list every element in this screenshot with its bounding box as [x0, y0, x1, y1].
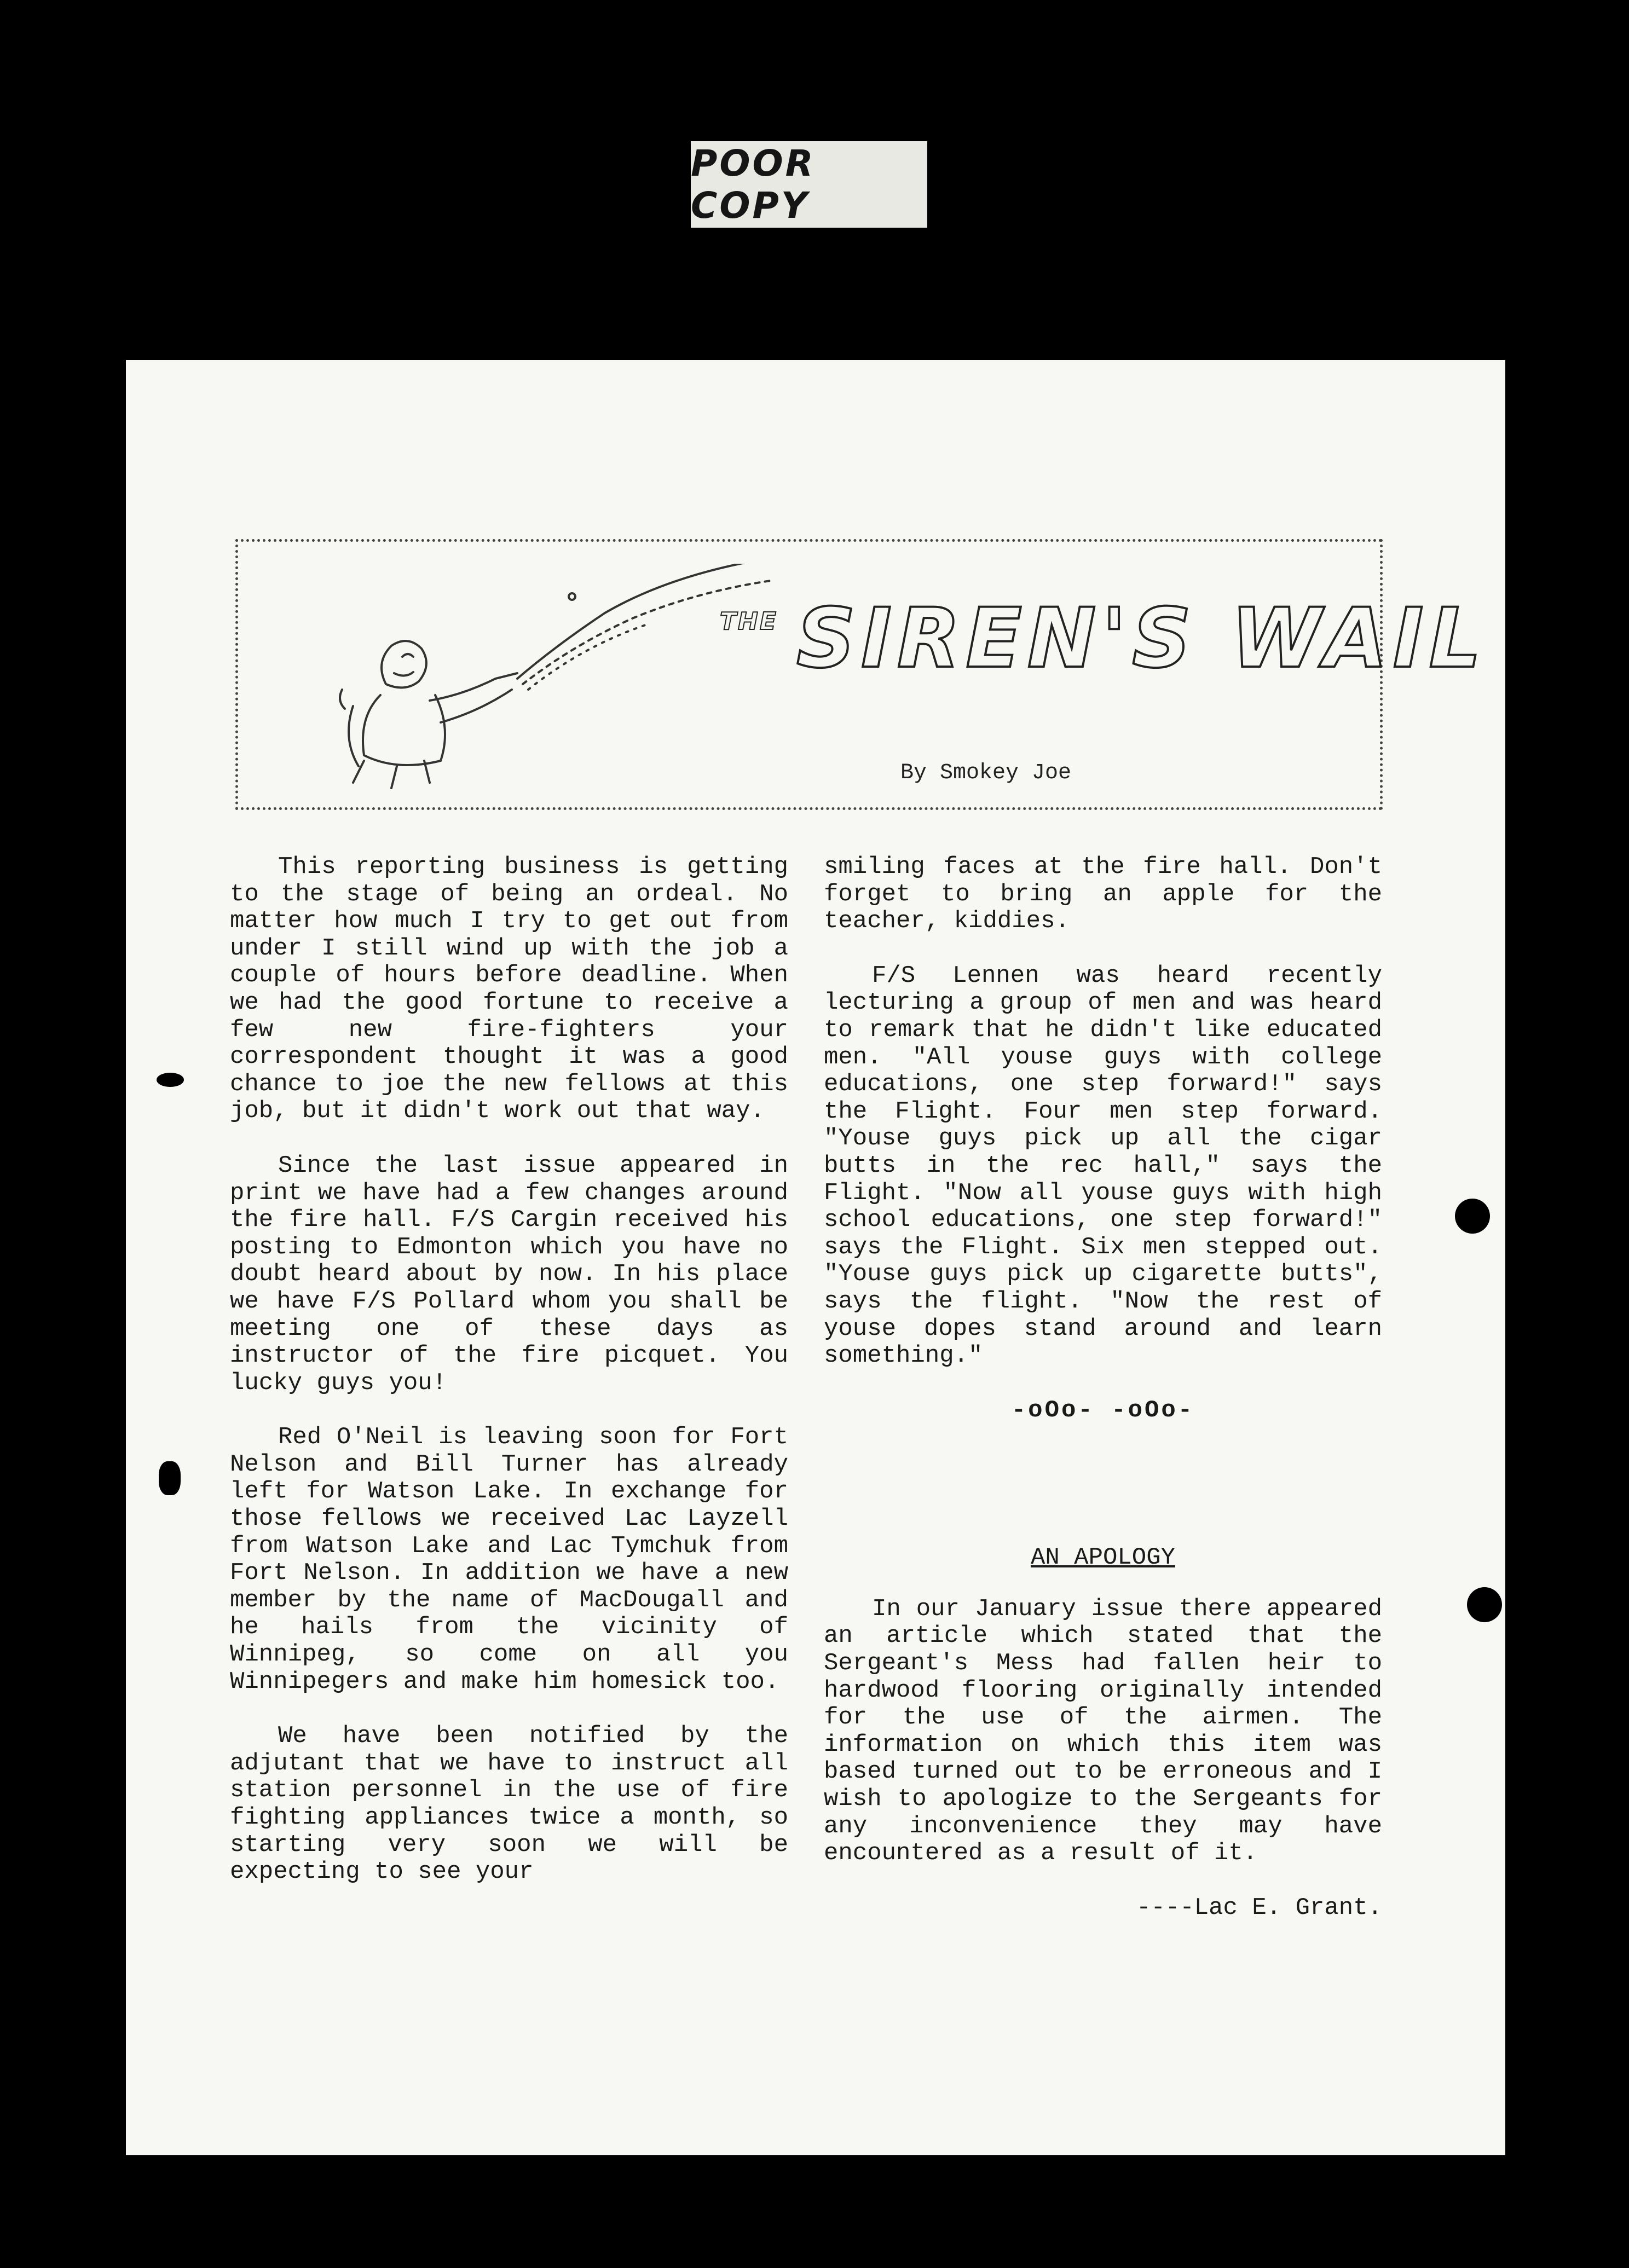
apology-heading: AN APOLOGY — [1030, 1544, 1176, 1572]
left-column — [230, 854, 788, 1913]
paragraph: smiling faces at the fire hall. Don't forget to bring an apple for the teacher, kiddies. — [824, 853, 1382, 935]
stray-mark — [159, 1461, 181, 1495]
masthead-title: SIREN'S WAIL — [796, 591, 1487, 686]
paragraph: We have been notified by the adjutant that we have to instruct all station personnel in the use of fire fighting appliances twice a month, so starting very soon we will be expecting to see your — [230, 1722, 788, 1886]
paragraph: Red O'Neil is leaving soon for Fort Nelson and Bill Turner has already left for Watson Lake. In exchange for those fellows we received Lac Layzell from Watson Lake and Lac Tymchuk from Fort Nelson. In addition we have a new member by the name of MacDougall and he hails from the vicinity of Winnipeg, so come on all you Winnipegers and make him homesick too. — [230, 1424, 788, 1696]
poor-copy-text: POOR COPY — [691, 142, 816, 227]
apology-signature: ----Lac E. Grant. — [1136, 1894, 1382, 1922]
masthead-the: THE — [720, 608, 778, 635]
punch-hole — [1467, 1587, 1502, 1622]
right-column — [824, 854, 1382, 1922]
section-divider: -oOo- -oOo- — [1011, 1396, 1195, 1424]
paragraph: Since the last issue appeared in print we have had a few changes around the fire hall. F/S Cargin received his posting to Edmonton which you have no doubt heard about by now. In his place we have F/S Pollard whom you shall be meeting one of these days as instructor of the fire picquet. You lucky guys you! — [230, 1152, 788, 1397]
punch-hole — [1455, 1199, 1490, 1234]
stray-mark — [157, 1073, 184, 1087]
firefighter-cartoon-icon — [320, 564, 813, 794]
apology-body: In our January issue there appeared an article which stated that the Sergeant's Mess had fallen heir to hardwood flooring originally intended for the use of the airmen. The information on which this item was based turned out to be erroneous and I wish to apologize to the Sergeants for any inconvenience they may have encountered as a result of it. — [824, 1595, 1382, 1867]
byline: By Smokey Joe — [900, 761, 1072, 785]
poor-copy-label — [691, 141, 927, 228]
paragraph: This reporting business is getting to the stage of being an ordeal. No matter how much I try to get out from under I still wind up with the job a couple of hours before deadline. When we had the good fortune to receive a few new fire-fighters your correspondent thought it was a good chance to joe the new fellows at this job, but it didn't work out that way. — [230, 853, 788, 1125]
paragraph: F/S Lennen was heard recently lecturing a group of men and was heard to remark that he didn't like educated men. "All youse guys with college educations, one step forward!" says the Flight. Four men step forward. "Youse guys pick up all the cigar butts in the rec hall," says the Flight. "Now all youse guys with high school educations, one step forward!" says the Flight. Six men stepped out. "Youse guys pick up cigarette butts", says the flight. "Now the rest of youse dopes stand around and learn something." — [824, 962, 1382, 1370]
masthead-box — [235, 539, 1487, 810]
